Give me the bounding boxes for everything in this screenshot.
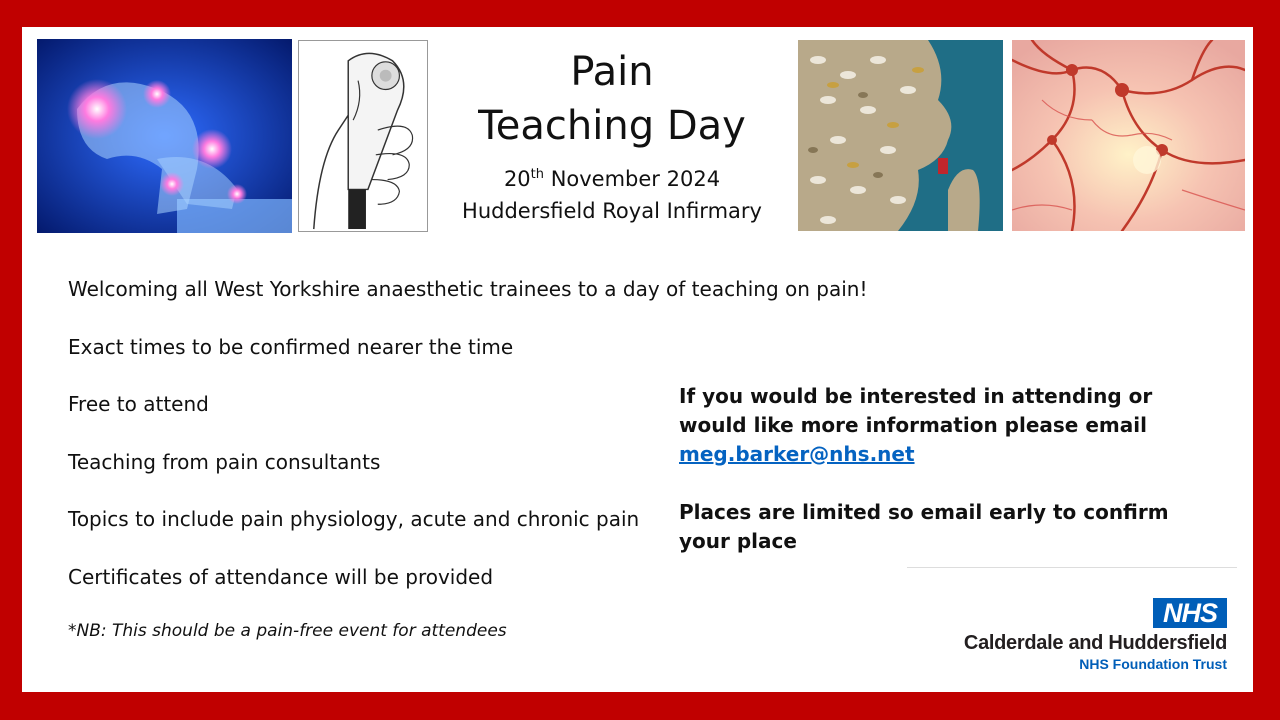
contact-text: If you would be interested in attending or would like more information please email	[679, 384, 1153, 437]
pain-body-image	[37, 39, 292, 233]
nb-note: *NB: This should be a pain-free event for attendees	[68, 621, 507, 641]
info-certificates: Certificates of attendance will be provided	[68, 564, 494, 589]
nerve-cells-image	[1012, 40, 1245, 231]
info-topics: Topics to include pain physiology, acute and chronic pain	[68, 507, 640, 531]
info-times: Exact times to be confirmed nearer the time	[68, 334, 514, 359]
title-line-2: Teaching Day	[478, 103, 746, 149]
nhs-logo: NHS	[1153, 598, 1227, 628]
trust-subtitle: NHS Foundation Trust	[1079, 656, 1227, 672]
places-limited-text: Places are limited so email early to confirm your place	[679, 500, 1169, 553]
email-link[interactable]: meg.barker@nhs.net	[679, 442, 915, 466]
title-line-1: Pain	[570, 49, 654, 95]
title-block	[442, 45, 782, 227]
info-cost: Free to attend	[68, 392, 209, 416]
device-in-hand-image	[298, 40, 428, 232]
event-date: 20th November 2024	[503, 167, 721, 191]
slide	[22, 27, 1253, 692]
info-welcome: Welcoming all West Yorkshire anaesthetic trainees to a day of teaching on pain!	[68, 277, 868, 301]
pills-head-image	[798, 40, 1003, 231]
contact-block	[679, 382, 1219, 556]
info-teachers: Teaching from pain consultants	[68, 449, 381, 474]
event-venue: Huddersfield Royal Infirmary	[462, 199, 762, 223]
divider	[907, 567, 1237, 568]
trust-name: Calderdale and Huddersfield	[963, 632, 1227, 654]
